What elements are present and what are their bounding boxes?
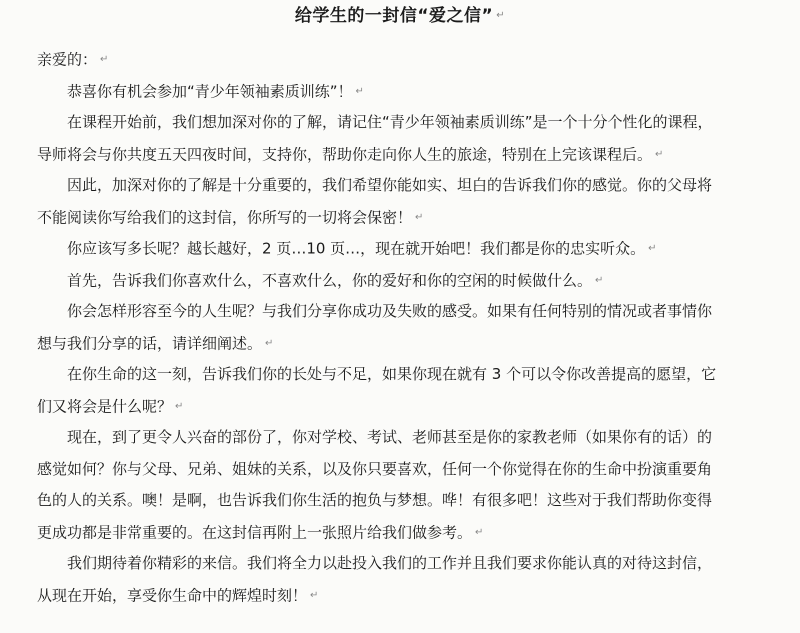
paragraph-closing-line-1 xyxy=(37,548,777,580)
paragraph-mark-icon: ↵ xyxy=(655,148,664,160)
paragraph-text: 我们期待着你精彩的来信。我们将全力以赴投入我们的工作并且我们要求你能认真的对待这封信， xyxy=(67,554,713,572)
paragraph-mark-icon: ↵ xyxy=(355,85,364,97)
paragraph-mark-icon: ↵ xyxy=(310,589,319,601)
paragraph-life-line-1 xyxy=(37,296,777,328)
paragraph-text: 在课程开始前，我们想加深对你的了解，请记住“青少年领袖素质训练”是一个十分个性化的课程， xyxy=(67,113,713,131)
paragraph-likes xyxy=(37,265,777,297)
paragraph-text: 想与我们分享的话，请详细阐述。 xyxy=(37,333,263,352)
paragraph-life-line-2 xyxy=(37,328,777,360)
paragraph-course-line-2 xyxy=(37,139,777,171)
paragraph-text: 感觉如何？你与父母、兄弟、姐妹的关系，以及你只要喜欢，任何一个你觉得在你的生命中扮演重要角 xyxy=(37,459,713,478)
paragraph-text: 更成功都是非常重要的。在这封信再附上一张照片给我们做参考。 xyxy=(37,522,473,541)
paragraph-relationships-line-4 xyxy=(37,517,777,549)
salutation-line xyxy=(37,44,777,76)
paragraph-strengths-line-2 xyxy=(37,391,777,423)
paragraph-text: 因此，加深对你的了解是十分重要的，我们希望你能如实、坦白的告诉我们你的感觉。你的父母将 xyxy=(67,176,713,194)
paragraph-text: 从现在开始，享受你生命中的辉煌时刻！ xyxy=(37,585,308,604)
paragraph-text: 导师将会与你共度五天四夜时间，支持你，帮助你走向你人生的旅途，特别在上完该课程后。 xyxy=(37,144,653,163)
paragraph-strengths-line-1 xyxy=(37,359,777,391)
paragraph-relationships-line-3 xyxy=(37,485,777,517)
paragraph-mark-icon: ↵ xyxy=(648,243,657,254)
paragraph-course-line-1 xyxy=(37,107,777,139)
title-text: 给学生的一封信“爱之信” xyxy=(294,6,494,26)
paragraph-mark-icon: ↵ xyxy=(265,337,274,349)
paragraph-mark-icon: ↵ xyxy=(100,54,109,65)
paragraph-privacy-line-2 xyxy=(37,202,777,234)
paragraph-mark-icon: ↵ xyxy=(175,400,184,412)
paragraph-text: 恭喜你有机会参加“青少年领袖素质训练”！ xyxy=(67,81,353,100)
paragraph-text: 们又将会是什么呢？ xyxy=(37,396,173,415)
paragraph-text: 现在，到了更令人兴奋的部份了，你对学校、考试、老师甚至是你的家教老师（如果你有的话）的 xyxy=(67,428,713,446)
paragraph-relationships-line-1 xyxy=(37,422,777,454)
paragraph-text: 不能阅读你写给我们的这封信，你所写的一切将会保密！ xyxy=(37,207,413,226)
paragraph-mark-icon: ↵ xyxy=(475,526,484,538)
paragraph-mark-icon: ↵ xyxy=(595,274,604,286)
paragraph-closing-line-2 xyxy=(37,580,777,612)
letter-body xyxy=(37,44,777,611)
paragraph-mark-icon: ↵ xyxy=(496,10,506,21)
paragraph-privacy-line-1 xyxy=(37,170,777,202)
paragraph-text: 色的人的关系。噢！是啊，也告诉我们你生活的抱负与梦想。哗！有很多吧！这些对于我们帮助你变得 xyxy=(37,491,713,509)
paragraph-mark-icon: ↵ xyxy=(415,211,424,223)
paragraph-relationships-line-2 xyxy=(37,454,777,486)
page-title xyxy=(0,4,800,28)
paragraph-text: 你应该写多长呢？越长越好，2 页…10 页…，现在就开始吧！我们都是你的忠实听众。 xyxy=(67,239,646,258)
paragraph-text: 在你生命的这一刻，告诉我们你的长处与不足，如果你现在就有 3 个可以令你改善提高的愿望，它 xyxy=(67,365,717,383)
paragraph-length xyxy=(37,233,777,265)
salutation: 亲爱的： xyxy=(37,50,98,69)
paragraph-text: 首先，告诉我们你喜欢什么，不喜欢什么，你的爱好和你的空闲的时候做什么。 xyxy=(67,270,593,289)
paragraph-congrats xyxy=(37,76,777,108)
paragraph-text: 你会怎样形容至今的人生呢？与我们分享你成功及失败的感受。如果有任何特别的情况或者事情你 xyxy=(67,302,713,320)
